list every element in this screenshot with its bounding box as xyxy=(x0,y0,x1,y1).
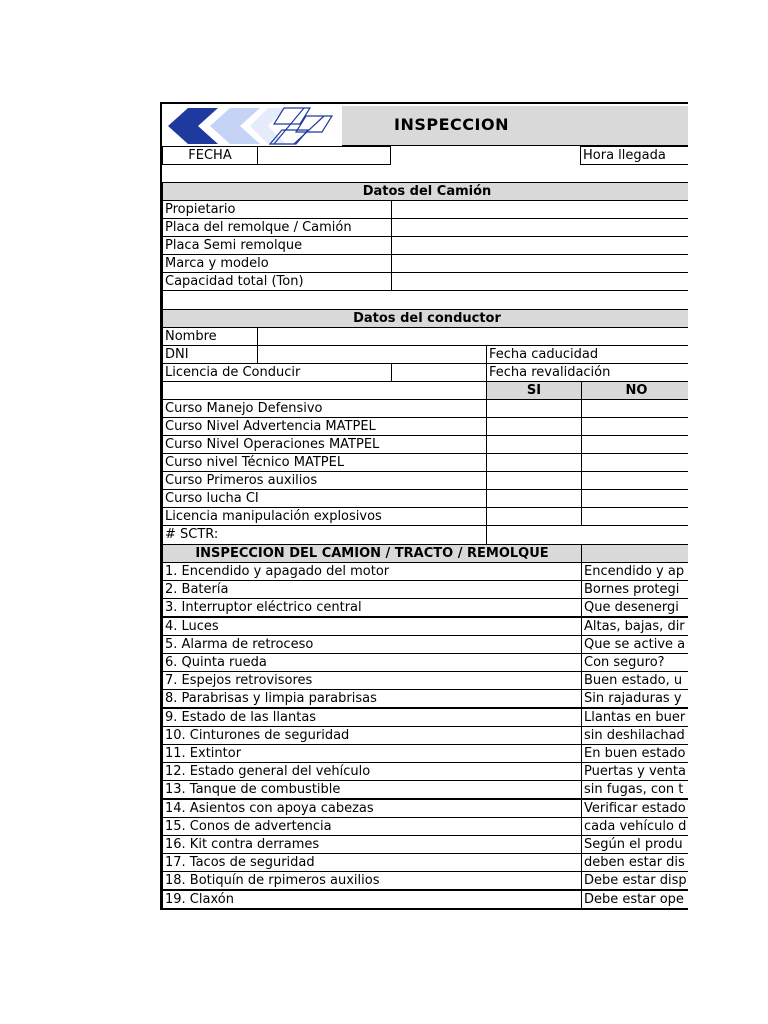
inspection-criterio: sin fugas, con t xyxy=(581,780,688,799)
criterio-header xyxy=(581,544,688,563)
curso-no-cell[interactable] xyxy=(581,489,688,508)
inspection-criterio: Que se active a xyxy=(581,635,688,654)
curso-no-cell[interactable] xyxy=(581,399,688,418)
section-inspeccion: INSPECCION DEL CAMION / TRACTO / REMOLQUE xyxy=(162,544,582,563)
placa-remolque-input[interactable] xyxy=(391,218,688,237)
curso-label: Curso Manejo Defensivo xyxy=(162,399,487,418)
inspection-item: 13. Tanque de combustible xyxy=(162,780,582,799)
inspection-criterio: Con seguro? xyxy=(581,653,688,672)
inspection-form xyxy=(160,102,688,910)
inspection-item: 16. Kit contra derrames xyxy=(162,835,582,854)
inspection-criterio: Según el produ xyxy=(581,835,688,854)
inspection-item: 18. Botiquín de rpimeros auxilios xyxy=(162,871,582,890)
propietario-input[interactable] xyxy=(391,200,688,219)
curso-si-cell[interactable] xyxy=(486,507,582,526)
inspection-item: 14. Asientos con apoya cabezas xyxy=(162,799,582,818)
curso-no-cell[interactable] xyxy=(581,453,688,472)
field-label: Placa del remolque / Camión xyxy=(162,218,392,237)
curso-label: Curso Nivel Operaciones MATPEL xyxy=(162,435,487,454)
company-logo xyxy=(164,106,340,146)
curso-label: Curso Nivel Advertencia MATPEL xyxy=(162,417,487,436)
inspection-item: 3. Interruptor eléctrico central xyxy=(162,598,582,617)
blank-row xyxy=(162,290,688,310)
inspection-item: 9. Estado de las llantas xyxy=(162,708,582,727)
nombre-label: Nombre xyxy=(162,327,258,346)
inspection-item: 12. Estado general del vehículo xyxy=(162,762,582,781)
dni-input[interactable] xyxy=(257,345,487,364)
section-datos-camion: Datos del Camión xyxy=(162,182,688,201)
curso-no-cell[interactable] xyxy=(581,435,688,454)
sctr-input[interactable] xyxy=(486,525,688,545)
marca-modelo-input[interactable] xyxy=(391,254,688,273)
curso-no-cell[interactable] xyxy=(581,471,688,490)
fecha-caducidad-label: Fecha caducidad xyxy=(486,345,688,364)
curso-label: Curso Primeros auxilios xyxy=(162,471,487,490)
placa-semi-input[interactable] xyxy=(391,236,688,255)
inspection-item: 2. Batería xyxy=(162,580,582,599)
curso-label: Curso lucha CI xyxy=(162,489,487,508)
curso-si-cell[interactable] xyxy=(486,435,582,454)
inspection-item: 5. Alarma de retroceso xyxy=(162,635,582,654)
dni-label: DNI xyxy=(162,345,258,364)
inspection-criterio: Verificar estado xyxy=(581,799,688,818)
curso-si-cell[interactable] xyxy=(486,417,582,436)
curso-label: Licencia manipulación explosivos xyxy=(162,507,487,526)
fecha-field[interactable] xyxy=(257,146,391,165)
inspection-criterio: Debe estar disp xyxy=(581,871,688,890)
curso-no-cell[interactable] xyxy=(581,417,688,436)
inspection-item: 8. Parabrisas y limpia parabrisas xyxy=(162,689,582,708)
curso-si-cell[interactable] xyxy=(486,399,582,418)
inspection-criterio: Sin rajaduras y xyxy=(581,689,688,708)
inspection-criterio: deben estar dis xyxy=(581,853,688,872)
inspection-criterio: Puertas y venta xyxy=(581,762,688,781)
inspection-item: 1. Encendido y apagado del motor xyxy=(162,562,582,581)
sctr-label: # SCTR: xyxy=(162,525,487,545)
form-title: INSPECCION xyxy=(394,115,509,134)
inspection-criterio: Altas, bajas, dir xyxy=(581,617,688,636)
inspection-item: 11. Extintor xyxy=(162,744,582,763)
curso-no-cell[interactable] xyxy=(581,507,688,526)
licencia-label: Licencia de Conducir xyxy=(162,363,392,382)
inspection-item: 7. Espejos retrovisores xyxy=(162,671,582,690)
inspection-criterio: Llantas en buer xyxy=(581,708,688,727)
fecha-label: FECHA xyxy=(162,146,258,165)
curso-label: Curso nivel Técnico MATPEL xyxy=(162,453,487,472)
inspection-item: 6. Quinta rueda xyxy=(162,653,582,672)
field-label: Marca y modelo xyxy=(162,254,392,273)
inspection-criterio: Que desenergi xyxy=(581,598,688,617)
no-header: NO xyxy=(581,381,688,400)
field-label: Propietario xyxy=(162,200,392,219)
inspection-item: 15. Conos de advertencia xyxy=(162,817,582,836)
field-label: Placa Semi remolque xyxy=(162,236,392,255)
inspection-item: 17. Tacos de seguridad xyxy=(162,853,582,872)
inspection-item: 4. Luces xyxy=(162,617,582,636)
inspection-criterio: cada vehículo d xyxy=(581,817,688,836)
curso-si-cell[interactable] xyxy=(486,453,582,472)
si-header: SI xyxy=(486,381,582,400)
curso-si-cell[interactable] xyxy=(486,471,582,490)
licencia-input[interactable] xyxy=(391,363,487,382)
inspection-criterio: sin deshilachad xyxy=(581,726,688,745)
capacidad-input[interactable] xyxy=(391,272,688,291)
section-datos-conductor: Datos del conductor xyxy=(162,309,688,328)
inspection-criterio: En buen estado xyxy=(581,744,688,763)
inspection-item: 10. Cinturones de seguridad xyxy=(162,726,582,745)
curso-si-cell[interactable] xyxy=(486,489,582,508)
inspection-criterio: Buen estado, u xyxy=(581,671,688,690)
hora-llegada-label: Hora llegada xyxy=(580,146,688,165)
fecha-revalidacion-label: Fecha revalidación xyxy=(486,363,688,382)
inspection-criterio: Bornes protegi xyxy=(581,580,688,599)
nombre-input[interactable] xyxy=(257,327,688,346)
blank-cell xyxy=(162,381,487,400)
field-label: Capacidad total (Ton) xyxy=(162,272,392,291)
inspection-criterio: Encendido y ap xyxy=(581,562,688,581)
inspection-item: 19. Claxón xyxy=(162,890,582,909)
inspection-criterio: Debe estar ope xyxy=(581,890,688,909)
